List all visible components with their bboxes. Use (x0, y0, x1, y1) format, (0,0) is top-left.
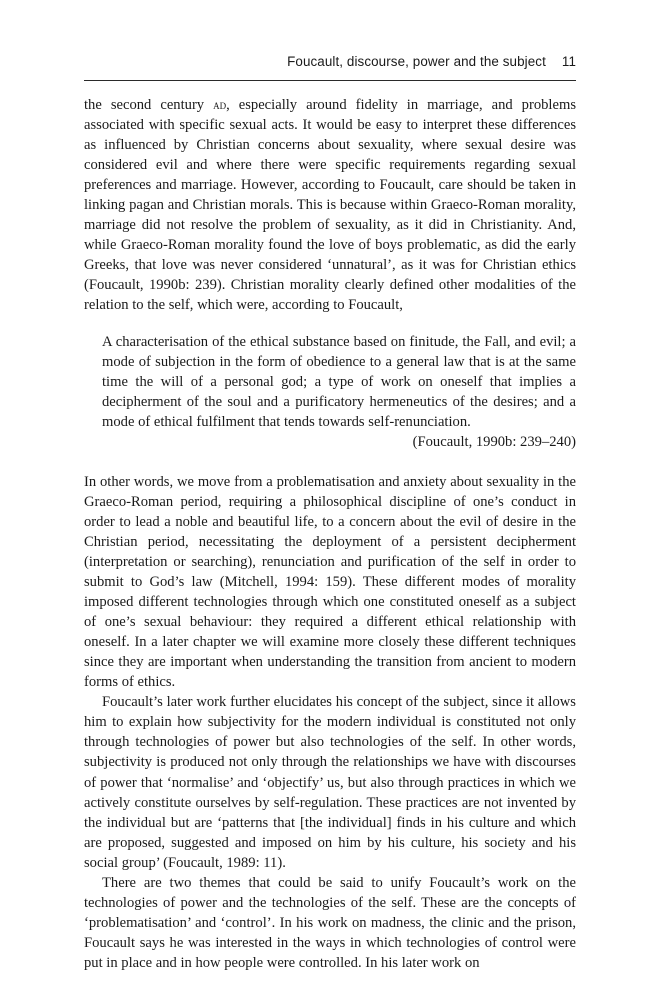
paragraph-1-lead: the second century (84, 97, 214, 113)
body-text (84, 95, 576, 973)
quote-citation: (Foucault, 1990b: 239–240) (412, 433, 576, 450)
paragraph-2: In other words, we move from a problematisation and anxiety about sexuality in the Graeco-Roman period, requiring a philosophical discipline of one’s conduct in order to lead a noble and beautiful life, to a concern about the evil of desire in the Christian period, necessitating the deployment of a persistent decipherment (interpretation or searching), renunciation and purification of the self in order to submit to God’s law (Mitchell, 1994: 159). These different modes of morality imposed different technologies through which one constituted oneself as a subject of one’s sexual behaviour: they required a different ethical relationship with oneself. In a later chapter we will examine more closely these different techniques since they are important when understanding the transition from ancient to modern forms of ethics. (84, 473, 576, 691)
block-quote (84, 332, 576, 452)
paragraph-3: Foucault’s later work further elucidates his concept of the subject, since it allows him to explain how subjectivity for the modern individual is constituted not only through technologies of power but also technologies of the self. In other words, subjectivity is produced not only through the relationships we have with discourses of power that ‘normalise’ and ‘objectify’ us, but also through practices in which we actively constitute ourselves by self-regulation. These practices are not invented by the individual but are ‘patterns that [the individual] finds in his culture and which are proposed, suggested and imposed on him by his culture, his society and his social group’ (Foucault, 1989: 11). (84, 694, 576, 871)
paragraph-1 (84, 95, 576, 316)
page-number: 11 (561, 54, 576, 69)
paragraph-1-text: , especially around fidelity in marriage, and problems associated with specific sexual acts. It would be easy to interpret these differences as influenced by Christian concerns about sexuality, where sexual desire was considered evil and where there were specific requirements regarding sexual preferences and marriage. However, according to Foucault, care should be taken in linking pagan and Christian morals. This is because within Graeco-Roman morality, marriage did not resolve the problem of sexuality, as it did in Christianity. And, while Graeco-Roman morality found the love of boys problematic, as did the early Greeks, that love was never considered ‘unnatural’, as it was for Christian ethics (Foucault, 1990b: 239). Christian morality clearly defined other modalities of the relation to the self, which were, according to Foucault, (84, 97, 576, 314)
paragraph-4: There are two themes that could be said to unify Foucault’s work on the technologies of power and the technologies of the self. These are the concepts of ‘problematisation’ and ‘control’. In his work on madness, the clinic and the prison, Foucault says he was interested in the ways in which technologies of control were put in place and in how people were controlled. In his later work on (84, 874, 576, 971)
running-head (84, 54, 576, 81)
quote-text: A characterisation of the ethical substance based on finitude, the Fall, and evil; a mode of subjection in the form of obedience to a general law that is at the same time the will of a personal god; a type of work on oneself that implies a decipherment of the soul and a purificatory hermeneutics of the desires; and a mode of ethical fulfilment that tends towards self-renunciation. (102, 333, 576, 430)
running-title: Foucault, discourse, power and the subject (287, 54, 546, 69)
era-abbreviation: ad (213, 97, 227, 112)
